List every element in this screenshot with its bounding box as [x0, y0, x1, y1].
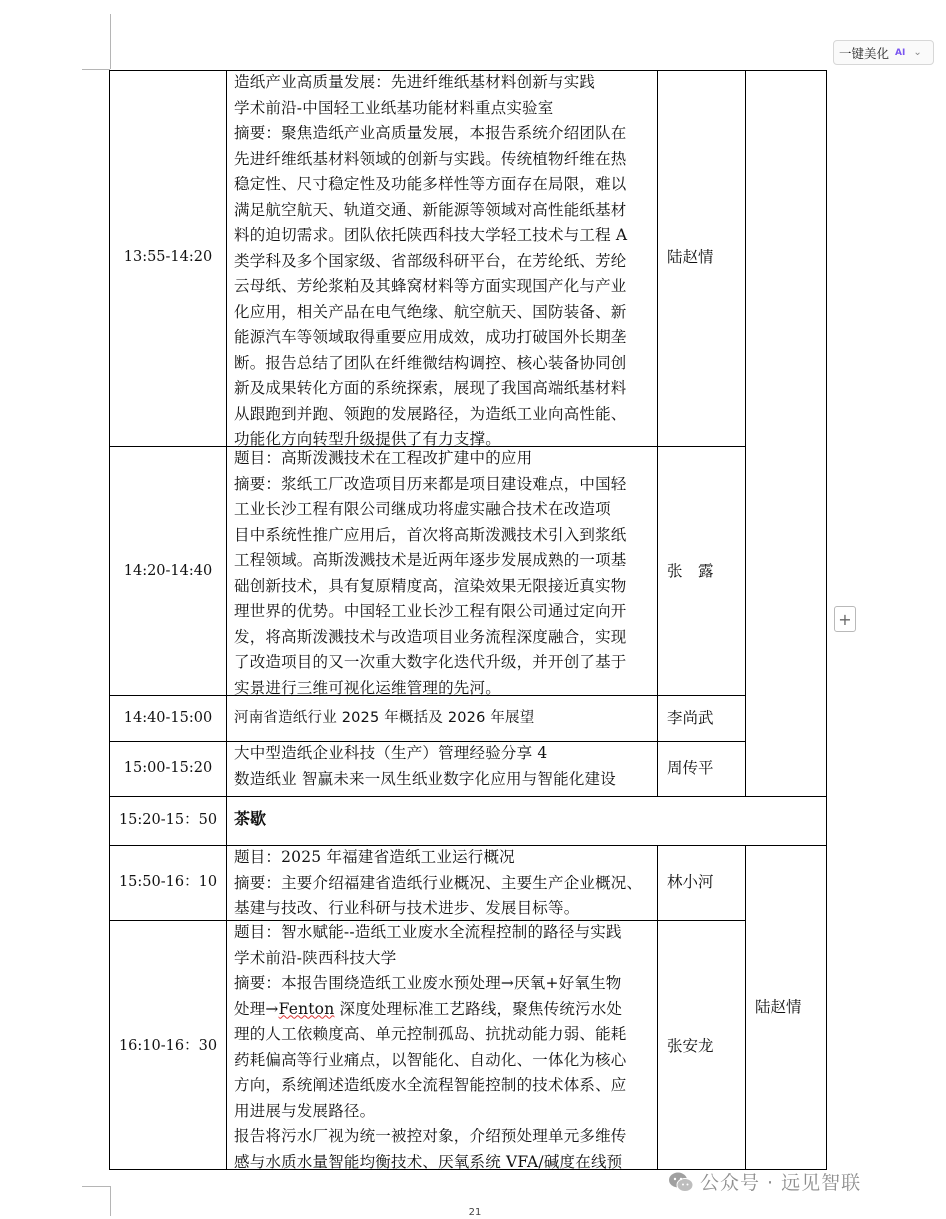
speaker-name: 张安龙	[667, 1037, 714, 1055]
page-corner-mark	[82, 69, 110, 70]
speaker-name: 张 露	[667, 562, 714, 580]
abstract-line: 础创新技术，具有复原精度高，渲染效果无限接近真实物	[234, 576, 627, 595]
abstract-line: 工业长沙工程有限公司继成功将虚实融合技术在改造项	[234, 500, 611, 518]
abstract-line: 料的迫切需求。团队依托陕西科技大学轻工技术与工程 A	[234, 226, 628, 244]
session-description	[234, 920, 654, 1175]
chevron-down-icon: ⌄	[913, 47, 922, 58]
abstract-line: 处理→Fenton 深度处理标准工艺路线，聚焦传统污水处	[234, 999, 623, 1018]
topic-line: 题目：2025 年福建省造纸工业运行概况	[234, 848, 515, 866]
beautify-button[interactable]	[833, 40, 934, 65]
abstract-line: 基建与技改、行业科研与技术进步、发展目标等。	[234, 899, 580, 917]
abstract-line: 断。报告总结了团队在纤维微结构调控、核心装备协同创	[234, 353, 627, 372]
abstract-line: 先进纤维纸基材料领域的创新与实践。传统植物纤维在热	[234, 149, 627, 168]
page-corner-mark	[110, 14, 111, 69]
session-topic	[234, 706, 654, 732]
abstract-line: 发，将高斯泼溅技术与改造项目业务流程深度融合，实现	[234, 627, 627, 646]
speaker-name: 林小河	[667, 873, 714, 891]
session-time: 15:20-15：50	[118, 812, 218, 828]
abstract-line: 类学科及多个国家级、省部级科研平台，在芳纶纸、芳纶	[234, 251, 627, 270]
topic-line: 造纸产业高质量发展：先进纤维纸基材料创新与实践	[234, 73, 596, 91]
abstract-line: 摘要：本报告围绕造纸工业废水预处理→厌氧+好氧生物	[234, 974, 622, 992]
session-time: 15:50-16：10	[118, 874, 218, 890]
abstract-line: 从跟跑到并跑、领跑的发展路径，为造纸工业向高性能、	[234, 404, 627, 423]
session-description	[234, 70, 654, 453]
moderator-name: 陆赵情	[755, 998, 802, 1016]
abstract-line: 化应用，相关产品在电气绝缘、航空航天、国防装备、新	[234, 302, 627, 321]
abstract-line: 稳定性、尺寸稳定性及功能多样性等方面存在局限，难以	[234, 175, 627, 193]
session-description	[234, 845, 654, 922]
abstract-line: 了改造项目的又一次重大数字化迭代升级，并开创了基于	[234, 653, 627, 671]
abstract-line: 摘要：聚焦造纸产业高质量发展，本报告系统介绍团队在	[234, 124, 627, 142]
topic-line: 学术前沿-中国轻工业纸基功能材料重点实验室	[234, 98, 554, 117]
abstract-line: 用进展与发展路径。	[234, 1101, 376, 1120]
abstract-line: 新及成果转化方面的系统探索，展现了我国高端纸基材料	[234, 379, 627, 397]
topic-line: 题目：高斯泼溅技术在工程改扩建中的应用	[234, 449, 533, 467]
topic-line: 河南省造纸行业 2025 年概括及 2026 年展望	[234, 710, 535, 726]
beautify-label: 一键美化	[839, 45, 890, 61]
abstract-line: 感与水质水量智能均衡技术、厌氧系统 VFA/碱度在线预	[234, 1152, 623, 1171]
wechat-icon	[668, 1171, 694, 1193]
abstract-line: 目中系统性推广应用后，首次将高斯泼溅技术引入到浆纸	[234, 525, 627, 544]
topic-line: 大中型造纸企业科技（生产）管理经验分享 4	[234, 744, 548, 762]
abstract-line: 能源汽车等领域取得重要应用成效，成功打破国外长期垄	[234, 328, 627, 346]
speaker-name: 陆赵情	[667, 248, 714, 266]
page-corner-mark	[82, 1186, 110, 1187]
abstract-line: 云母纸、芳纶浆粕及其蜂窝材料等方面实现国产化与产业	[234, 277, 627, 295]
abstract-line: 功能化方向转型升级提供了有力支撑。	[234, 430, 501, 448]
abstract-line: 摘要：浆纸工厂改造项目历来都是项目建设难点，中国轻	[234, 474, 627, 493]
add-block-button[interactable]	[834, 606, 856, 632]
abstract-line: 工程领域。高斯泼溅技术是近两年逐步发展成熟的一项基	[234, 551, 627, 569]
session-topic	[234, 741, 654, 792]
session-time: 14:40-15:00	[123, 710, 213, 726]
topic-line: 数造纸业 智赢未来一凤生纸业数字化应用与智能化建设	[234, 769, 616, 788]
session-time: 14:20-14:40	[123, 563, 213, 579]
session-description	[234, 446, 654, 701]
watermark	[668, 1168, 861, 1195]
abstract-line: 理的人工依赖度高、单元控制孤岛、抗扰动能力弱、能耗	[234, 1025, 627, 1043]
session-time: 13:55-14:20	[123, 249, 213, 265]
break-title: 茶歇	[234, 809, 267, 828]
watermark-text: 公众号 · 远见智联	[700, 1172, 862, 1194]
abstract-line: 报告将污水厂视为统一被控对象，介绍预处理单元多维传	[234, 1127, 627, 1145]
abstract-line: 满足航空航天、轨道交通、新能源等领域对高性能纸基材	[234, 200, 627, 219]
page-corner-mark	[110, 1186, 111, 1216]
page-number: 21	[468, 1207, 482, 1218]
abstract-line: 方向，系统阐述造纸废水全流程智能控制的技术体系、应	[234, 1076, 627, 1094]
abstract-line: 药耗偏高等行业痛点，以智能化、自动化、一体化为核心	[234, 1050, 627, 1069]
speaker-name: 周传平	[667, 759, 714, 777]
abstract-line: 摘要：主要介绍福建省造纸行业概况、主要生产企业概况、	[234, 873, 643, 892]
session-time: 16:10-16：30	[118, 1038, 218, 1054]
abstract-line: 实景进行三维可视化运维管理的先河。	[234, 678, 501, 697]
plus-icon: +	[838, 609, 852, 629]
topic-line: 学术前沿-陕西科技大学	[234, 948, 397, 967]
topic-line: 题目：智水赋能--造纸工业废水全流程控制的路径与实践	[234, 923, 622, 941]
abstract-line: 理世界的优势。中国轻工业长沙工程有限公司通过定向开	[234, 602, 627, 620]
session-time: 15:00-15:20	[123, 760, 213, 776]
ai-badge: AI	[895, 47, 906, 58]
speaker-name: 李尚武	[667, 709, 714, 727]
